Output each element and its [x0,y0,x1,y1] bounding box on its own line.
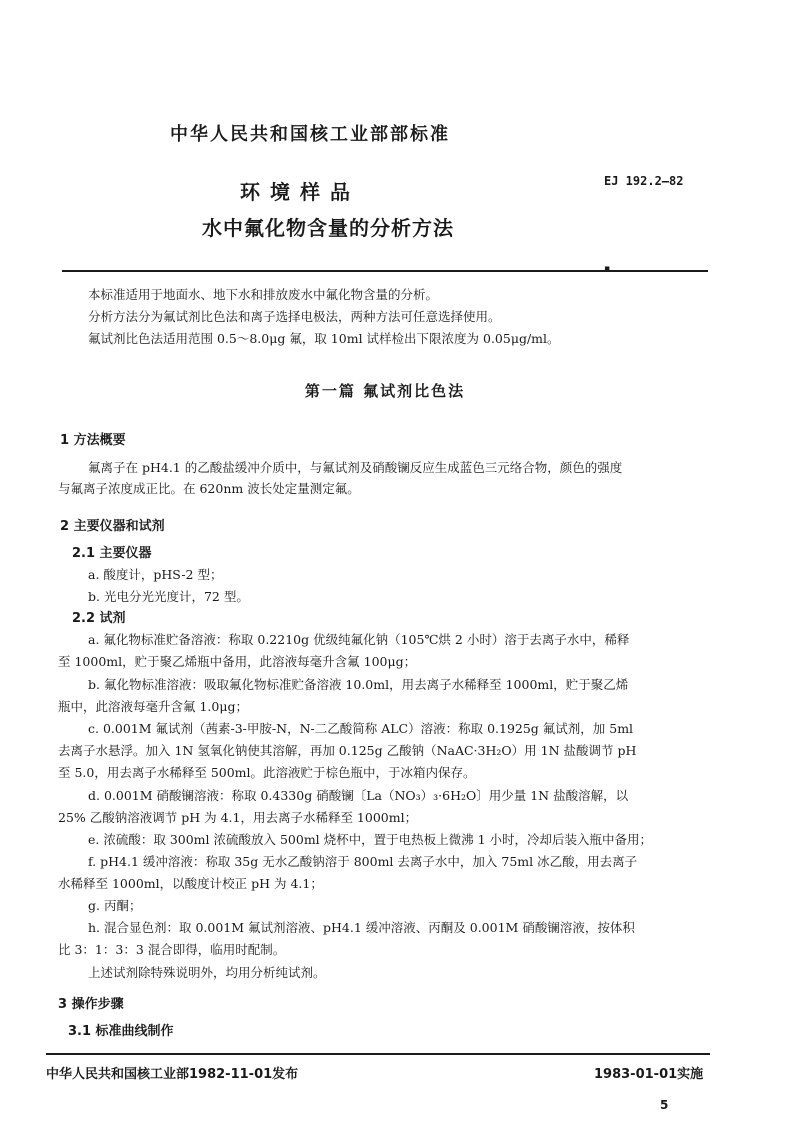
section-heading: 2 主要仪器和试剂 [60,519,165,534]
issue-statement: 中华人民共和国核工业部1982-11-01发布 [46,1067,299,1082]
paragraph-line: g. 丙酮； [88,898,142,913]
intro-line: 分析方法分为氟试剂比色法和离子选择电极法，两种方法可任意选择使用。 [88,309,501,324]
list-item: a. 酸度计，pHS-2 型； [88,567,223,582]
paragraph-line: e. 浓硫酸：取 300ml 浓硫酸放入 500ml 烧杯中，置于电热板上微沸 1 小时，冷却后装入瓶中备用； [88,832,653,847]
paragraph-line: 水稀释至 1000ml，以酸度计校正 pH 为 4.1； [58,876,323,891]
paragraph-line: 至 5.0，用去离子水稀释至 500ml。此溶液贮于棕色瓶中，于冰箱内保存。 [58,765,476,780]
subsection-heading: 2.1 主要仪器 [72,546,152,561]
paragraph-line: 与氟离子浓度成正比。在 620nm 波长处定量测定氟。 [58,481,360,496]
paragraph-line: 25% 乙酸钠溶液调节 pH 为 4.1，用去离子水稀释至 1000ml； [58,810,418,825]
paragraph-line: f. pH4.1 缓冲溶液：称取 35g 无水乙酸钠溶于 800ml 去离子水中，加入 75ml 冰乙酸，用去离子 [88,854,638,869]
document-subtitle: 水中氟化物含量的分析方法 [202,216,454,240]
subsection-heading: 3.1 标准曲线制作 [68,1024,174,1039]
paragraph-line: 上述试剂除特殊说明外，均用分析纯试剂。 [88,965,326,980]
section-heading: 1 方法概要 [60,433,126,448]
effective-date: 1983-01-01实施 [594,1067,704,1082]
paragraph-line: b. 氟化物标准溶液：吸取氟化物标准贮备溶液 10.0ml，用去离子水稀释至 1000ml，贮于聚乙烯 [88,677,629,692]
header-divider [62,270,708,272]
standard-code: EJ 192.2—82 [604,174,684,188]
paragraph-line: 至 1000ml，贮于聚乙烯瓶中备用，此溶液每毫升含氟 100μg； [58,654,417,669]
intro-line: 本标准适用于地面水、地下水和排放废水中氟化物含量的分析。 [88,287,439,302]
paragraph-line: 比 3：1：3：3 混合即得，临用时配制。 [58,942,286,957]
paragraph-line: a. 氟化物标准贮备溶液：称取 0.2210g 优级纯氟化钠（105℃烘 2 小时）溶于去离子水中，稀释 [88,632,630,647]
paragraph-line: 去离子水悬浮。加入 1N 氢氧化钠使其溶解，再加 0.125g 乙酸钠（NaAC·3H₂O）用 1N 盐酸调节 pH [58,743,637,758]
subsection-heading: 2.2 试剂 [72,611,126,626]
list-item: b. 光电分光光度计，72 型。 [88,589,249,604]
scan-mark: ▪ [604,264,611,274]
part-title: 第一篇 氟试剂比色法 [304,382,466,400]
page-number: 5 [660,1098,669,1112]
intro-line: 氟试剂比色法适用范围 0.5～8.0μg 氟，取 10ml 试样检出下限浓度为 0.05μg/ml。 [88,331,560,346]
footer-divider [46,1053,710,1055]
document-title: 环境样品 [240,180,360,204]
paragraph-line: 氟离子在 pH4.1 的乙酸盐缓冲介质中，与氟试剂及硝酸镧反应生成蓝色三元络合物，颜色的强度 [88,460,623,475]
paragraph-line: 瓶中，此溶液每毫升含氟 1.0μg； [58,699,248,714]
issuing-organization: 中华人民共和国核工业部部标准 [170,124,450,145]
section-heading: 3 操作步骤 [58,997,124,1012]
paragraph-line: c. 0.001M 氟试剂（茜素-3-甲胺-N，N-二乙酸简称 ALC）溶液：称取 0.1925g 氟试剂，加 5ml [88,721,634,736]
paragraph-line: d. 0.001M 硝酸镧溶液：称取 0.4330g 硝酸镧〔La（NO₃）₃·6H₂O〕用少量 1N 盐酸溶解，以 [88,788,629,803]
paragraph-line: h. 混合显色剂：取 0.001M 氟试剂溶液、pH4.1 缓冲溶液、丙酮及 0.001M 硝酸镧溶液，按体积 [88,920,635,935]
